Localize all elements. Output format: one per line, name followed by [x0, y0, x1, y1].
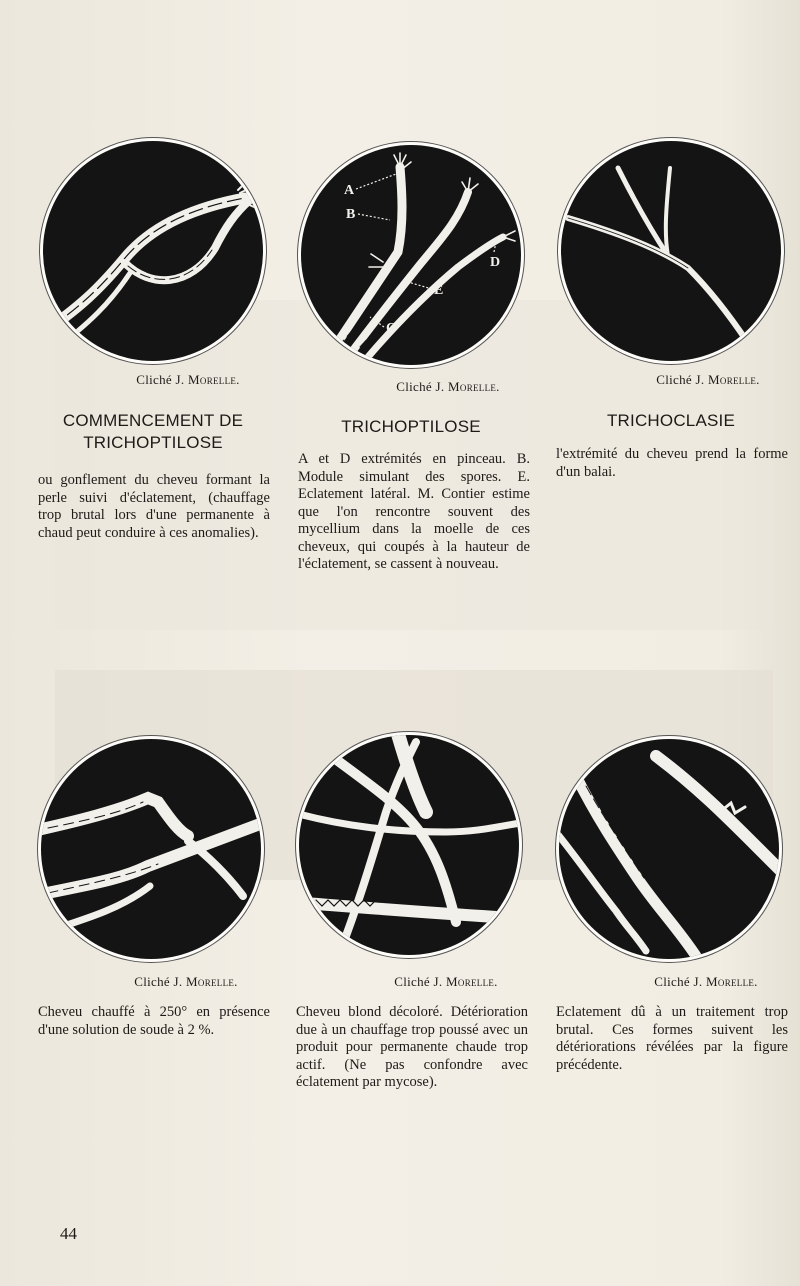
label-b: B	[346, 207, 356, 222]
page-number: 44	[60, 1224, 77, 1243]
figure-caption-3: l'extrémité du cheveu prend la forme d'un balai.	[556, 446, 788, 480]
micrograph-6	[556, 736, 782, 962]
label-d: D	[490, 255, 501, 270]
micrograph-5	[296, 732, 522, 958]
label-c: C	[386, 321, 397, 336]
micrograph-4	[38, 736, 264, 962]
label-a: A	[344, 183, 355, 198]
figure-caption-2: A et D extrémités en pinceau. B. Module simulant des spores. E. Eclatement latéral. M. Contier estime que l'on rencontre souvent des mycellium dans la moelle de ces cheveux, qui coupés à la hauteur de l'éclatement, se cassent à nouveau.	[298, 451, 530, 572]
micrograph-3	[558, 138, 784, 364]
micrograph-2	[298, 142, 524, 368]
photo-credit-3: Cliché J. Morelle.	[656, 372, 760, 387]
figure-title-1: COMMENCEMENT DE TRICHOPTILOSE	[62, 411, 244, 452]
photo-credit-1: Cliché J. Morelle.	[136, 372, 240, 387]
label-e: E	[434, 283, 444, 298]
figure-caption-4: Cheveu chauffé à 250° en présence d'une solution de soude à 2 %.	[38, 1004, 270, 1038]
photo-credit-2: Cliché J. Morelle.	[396, 379, 500, 394]
figure-caption-6: Eclatement dû à un traitement trop brutal. Ces formes suivent les détériorations révélées par la figure précédente.	[556, 1004, 788, 1073]
photo-credit-6: Cliché J. Morelle.	[654, 974, 758, 989]
figure-title-2: TRICHOPTILOSE	[341, 417, 481, 436]
photo-credit-4: Cliché J. Morelle.	[134, 974, 238, 989]
micrograph-1	[40, 138, 266, 364]
photo-credit-5: Cliché J. Morelle.	[394, 974, 498, 989]
figure-caption-1: ou gonflement du cheveu formant la perle suivi d'éclatement, (chauffage trop brutal lors d'une permanente à chaud peut conduire à ces anomalies).	[38, 472, 270, 541]
figure-title-3: TRICHOCLASIE	[606, 411, 736, 430]
figure-caption-5: Cheveu blond décoloré. Détérioration due à un chauffage trop poussé avec un produit pour permanente chaude trop actif. (Ne pas confondre avec éclatement par mycose).	[296, 1004, 528, 1090]
